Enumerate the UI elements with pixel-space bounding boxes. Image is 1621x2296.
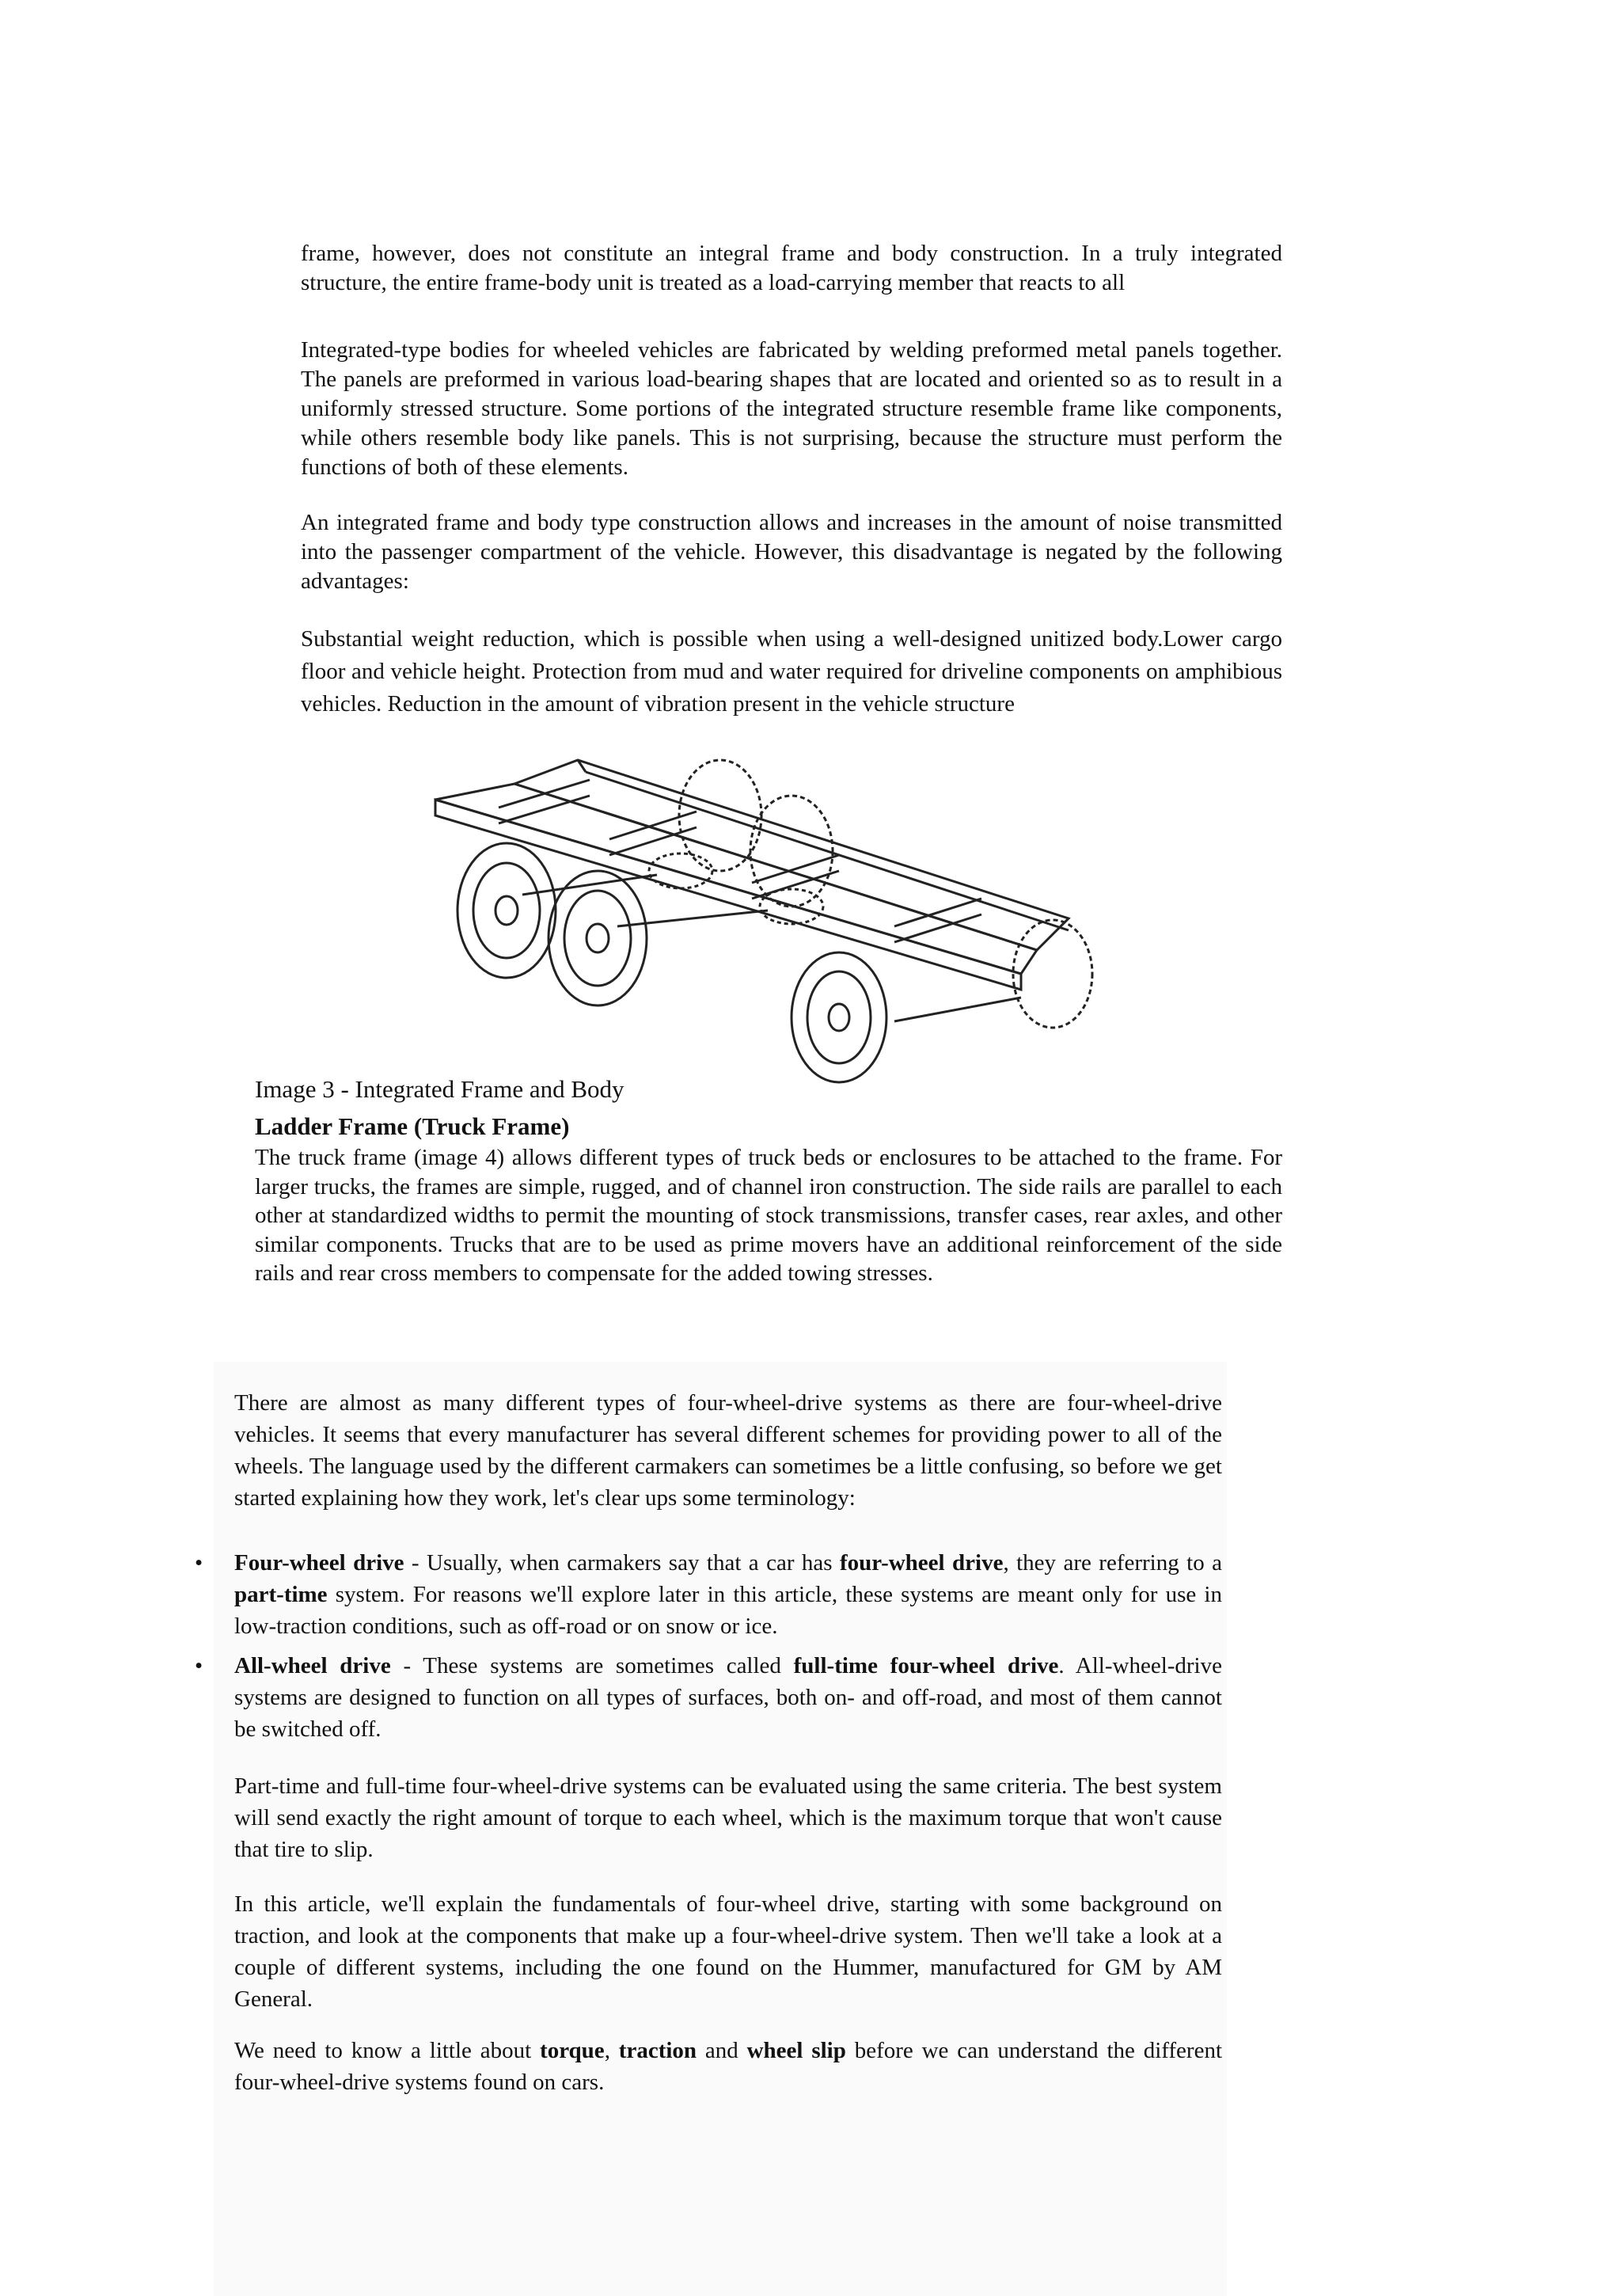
list-item (190, 1650, 1222, 1745)
item-text: , they are referring to a (1003, 1550, 1222, 1576)
paragraph-criteria (234, 1770, 1222, 1865)
term-label: All-wheel drive (234, 1653, 391, 1678)
bold-text: part-time (234, 1582, 328, 1607)
paragraph-text: The truck frame (image 4) allows different types of truck beds or enclosures to be attached to the frame. For larger trucks, the frames are simple, rugged, and of channel iron construction. The side rails are parallel to each other at standardized widths to permit the mounting of stock transmissions, transfer cases, rear axles, and other similar components. Trucks that are to be used as prime movers have an additional reinforcement of the side rails and rear cross members to compensate for the added towing stresses. (255, 1145, 1282, 1286)
terminology-list (190, 1547, 1222, 1753)
bold-text: traction (618, 2038, 697, 2063)
item-text: . All-wheel-drive systems are designed to function on all types of surfaces, both on- and off-road, and most of them cannot be switched off. (234, 1653, 1222, 1742)
item-text: - Usually, when carmakers say that a car has (404, 1550, 840, 1576)
bullet-icon: • (195, 1653, 203, 1678)
paragraph-text: Part-time and full-time four-wheel-drive systems can be evaluated using the same criteria. The best system will send exactly the right amount of torque to each wheel, which is the maximum torque that won't cause that tire to slip. (234, 1773, 1222, 1862)
bullet-icon: • (195, 1550, 203, 1576)
section-heading-ladder-frame: Ladder Frame (Truck Frame) (255, 1112, 570, 1140)
paragraph-integrated-bodies (301, 336, 1282, 482)
paragraph-text: An integrated frame and body type construction allows and increases in the amount of noise transmitted into the passenger compartment of the vehicle. However, this disadvantage is negated by the following advantages: (301, 510, 1282, 594)
item-text: and (697, 2038, 747, 2063)
paragraph-text: There are almost as many different types of four-wheel-drive systems as there are four-wheel-drive vehicles. It seems that every manufacturer has several different schemes for providing power to all of the wheels. The language used by the different carmakers can sometimes be a little confusing, so before we get started explaining how they work, let's clear ups some terminology: (234, 1390, 1222, 1511)
paragraph-text: frame, however, does not constitute an integral frame and body construction. In a truly integrated structure, the entire frame-body unit is treated as a load-carrying member that reacts to all (301, 241, 1282, 295)
item-text: before we can understand the different four-wheel-drive systems found on cars. (234, 2038, 1223, 2095)
paragraph-frame-continuation (301, 239, 1282, 298)
bold-text: wheel slip (746, 2038, 846, 2063)
paragraph-text (234, 2035, 1222, 2098)
item-text: system. For reasons we'll explore later in this article, these systems are meant only for use in low-traction conditions, such as off-road or on snow or ice. (234, 1582, 1222, 1639)
paragraph-text: In this article, we'll explain the fundamentals of four-wheel drive, starting with some background on traction, and look at the components that make up a four-wheel-drive system. Then we'll take a look at a couple of different systems, including the one found on the Hummer, manufactured for GM by AM General. (234, 1891, 1222, 2012)
paragraph-article-overview (234, 1888, 1222, 2015)
figure-caption: Image 3 - Integrated Frame and Body (255, 1075, 624, 1103)
bold-text: torque (540, 2038, 605, 2063)
list-item (190, 1547, 1222, 1642)
paragraph-truck-frame (255, 1143, 1282, 1288)
term-label: Four-wheel drive (234, 1550, 404, 1576)
paragraph-torque-traction (234, 2035, 1222, 2098)
paragraph-advantages (301, 623, 1282, 720)
item-text: We need to know a little about (234, 2038, 541, 2063)
bold-text: four-wheel drive (839, 1550, 1004, 1576)
paragraph-noise (301, 508, 1282, 596)
item-text: - These systems are sometimes called (390, 1653, 794, 1678)
paragraph-text: Substantial weight reduction, which is possible when using a well-designed unitized body.Lower cargo floor and vehicle height. Protection from mud and water required for driveline components on amphibious vehicles. Reduction in the amount of vibration present in the vehicle structure (301, 626, 1282, 717)
paragraph-4wd-intro (234, 1387, 1222, 1514)
bold-text: full-time four-wheel drive (793, 1653, 1059, 1678)
item-text: , (604, 2038, 619, 2063)
paragraph-text: Integrated-type bodies for wheeled vehicles are fabricated by welding preformed metal panels together. The panels are preformed in various load-bearing shapes that are located and oriented so as to result in a uniformly stressed structure. Some portions of the integrated structure resemble frame like components, while others resemble body like panels. This is not surprising, because the structure must perform the functions of both of these elements. (301, 337, 1282, 480)
integrated-frame-illustration (419, 736, 1108, 1085)
